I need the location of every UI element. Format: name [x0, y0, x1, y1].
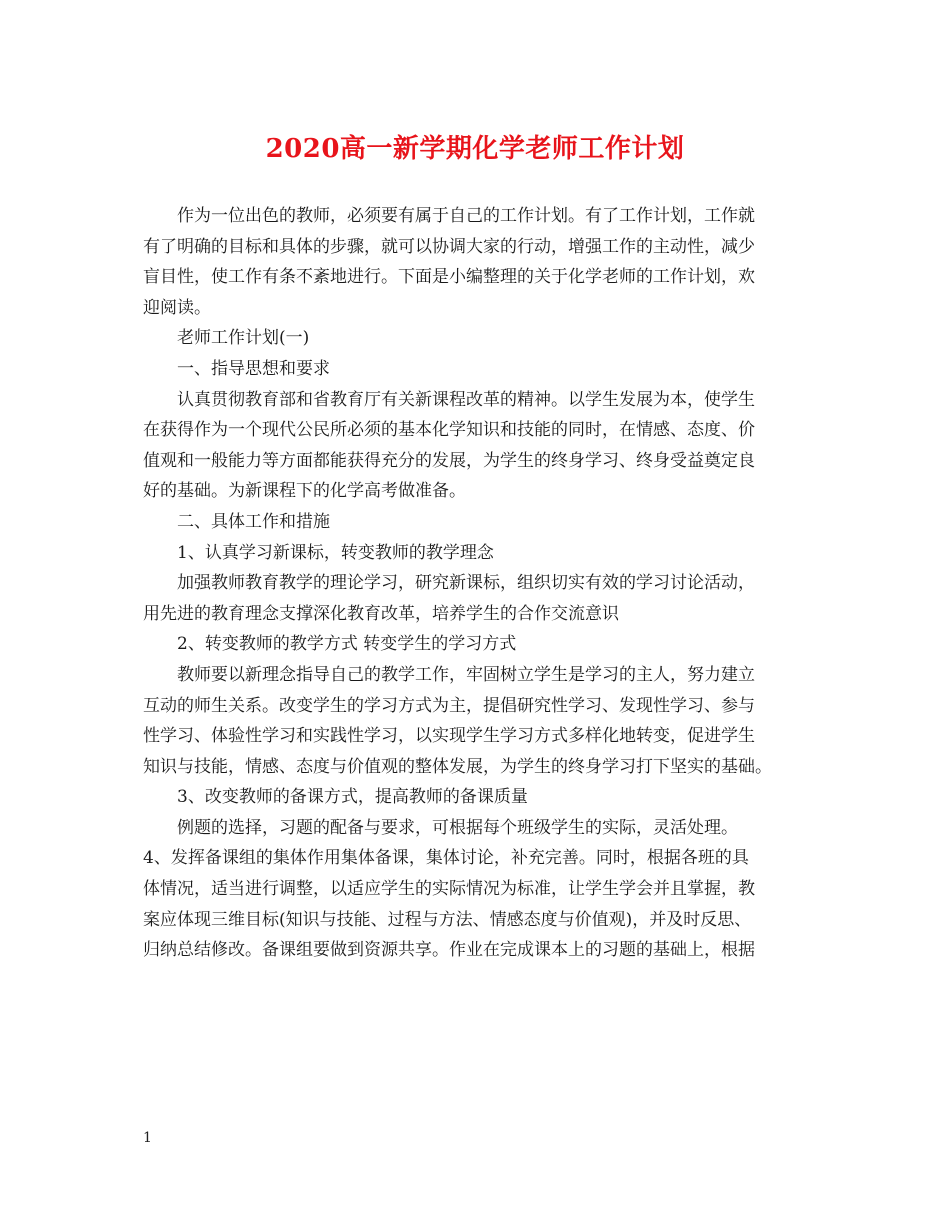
body-line: 作为一位出色的教师，必须要有属于自己的工作计划。有了工作计划，工作就 [143, 206, 755, 226]
body-line: 用先进的教育理念支撑深化教育改革，培养学生的合作交流意识 [143, 603, 619, 624]
body-line: 好的基础。为新课程下的化学高考做准备。 [143, 481, 466, 502]
body-line: 盲目性，使工作有条不紊地进行。下面是小编整理的关于化学老师的工作计划，欢 [143, 267, 755, 288]
body-line: 知识与技能，情感、态度与价值观的整体发展，为学生的终身学习打下坚实的基础。 [143, 756, 772, 777]
body-line: 教师要以新理念指导自己的教学工作，牢固树立学生是学习的主人，努力建立 [143, 664, 755, 685]
body-line: 值观和一般能力等方面都能获得充分的发展，为学生的终身学习、终身受益奠定良 [143, 450, 755, 471]
body-line: 迎阅读。 [143, 297, 211, 318]
subsection-heading: 2、转变教师的教学方式 转变学生的学习方式 [143, 634, 517, 655]
body-line: 性学习、体验性学习和实践性学习，以实现学生学习方式多样化地转变，促进学生 [143, 726, 755, 747]
body-line: 4、发挥备课组的集体作用集体备课，集体讨论，补充完善。同时，根据各班的具 [143, 848, 749, 869]
body-line: 互动的师生关系。改变学生的学习方式为主，提倡研究性学习、发现性学习、参与 [143, 695, 755, 716]
body-line: 例题的选择，习题的配备与要求，可根据每个班级学生的实际，灵活处理。 [143, 817, 738, 838]
body-line: 加强教师教育教学的理论学习，研究新课标，组织切实有效的学习讨论活动， [143, 573, 755, 594]
body-line: 在获得作为一个现代公民所必须的基本化学知识和技能的同时，在情感、态度、价 [143, 420, 755, 441]
body-line: 归纳总结修改。备课组要做到资源共享。作业在完成课本上的习题的基础上，根据 [143, 940, 755, 961]
subsection-heading: 3、改变教师的备课方式，提高教师的备课质量 [143, 787, 528, 808]
body-line: 案应体现三维目标(知识与技能、过程与方法、情感态度与价值观)，并及时反思、 [143, 909, 752, 930]
body-line: 有了明确的目标和具体的步骤，就可以协调大家的行动，增强工作的主动性，减少 [143, 236, 755, 257]
document-body [143, 201, 823, 966]
section-heading: 二、具体工作和措施 [143, 511, 330, 532]
body-line: 认真贯彻教育部和省教育厅有关新课程改革的精神。以学生发展为本，使学生 [143, 389, 755, 410]
subsection-heading: 1、认真学习新课标，转变教师的教学理念 [143, 542, 494, 563]
page-number: 1 [143, 1130, 152, 1146]
body-line: 体情况，适当进行调整，以适应学生的实际情况为标准，让学生学会并且掌握，教 [143, 879, 755, 900]
document-title: 2020高一新学期化学老师工作计划 [265, 134, 685, 164]
section-heading: 老师工作计划(一) [143, 328, 310, 349]
section-heading: 一、指导思想和要求 [143, 358, 330, 379]
